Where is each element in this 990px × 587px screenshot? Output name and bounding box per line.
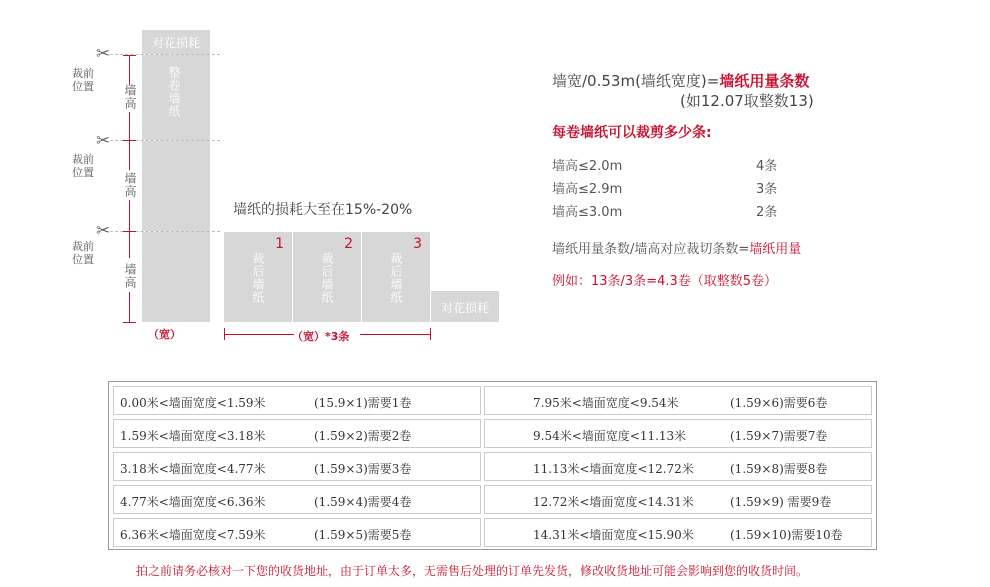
calc-text: (1.59×3)需要3卷 (314, 462, 412, 476)
cut-position-label: 裁前位置 (72, 240, 94, 266)
wall-height-label: 墙高 (123, 84, 137, 110)
strip-label: 裁后墙纸 (251, 252, 265, 304)
height-dimension-line (129, 292, 130, 322)
formula2-main: 墙纸用量条数/墙高对应裁切条数= (552, 242, 750, 257)
tick (430, 328, 431, 340)
table-row (113, 452, 481, 481)
height-dimension-line (129, 112, 130, 170)
width-dimension-line (360, 334, 430, 335)
strip-number: 2 (344, 236, 353, 252)
formula-line (552, 70, 809, 91)
formula-note: (如12.07取整数13) (680, 92, 814, 110)
strip-label: 裁后墙纸 (389, 252, 403, 304)
range-text: 14.31米<墙面宽度<15.90米 (533, 528, 694, 542)
calc-text: (1.59×10)需要10卷 (730, 528, 843, 542)
formula2-result: 墙纸用量 (749, 242, 802, 257)
wall-top-label: 对花损耗 (151, 36, 200, 50)
height-row-label: 墙高≤2.9m (552, 182, 623, 197)
calc-text: (1.59×6)需要6卷 (730, 396, 828, 410)
table-row (113, 518, 481, 547)
range-text: 12.72米<墙面宽度<14.31米 (533, 495, 694, 509)
range-text: 0.00米<墙面宽度<1.59米 (120, 396, 266, 410)
table-row (113, 386, 481, 415)
height-row-value: 2条 (756, 205, 778, 220)
table-row (113, 419, 481, 448)
table-row (484, 419, 872, 448)
scissors-icon: ✂ (96, 44, 111, 64)
height-row-label: 墙高≤2.0m (552, 159, 623, 174)
scissors-icon: ✂ (96, 131, 111, 151)
tick (224, 328, 225, 340)
width-x3-label: （宽）*3条 (292, 330, 350, 343)
tick (123, 55, 136, 56)
cut-position-label: 裁前位置 (72, 153, 94, 179)
roll-count-table (108, 381, 877, 550)
scissors-icon: ✂ (96, 221, 111, 241)
strip-label: 裁后墙纸 (320, 252, 334, 304)
height-dimension-line (129, 55, 130, 85)
height-row-value: 3条 (756, 182, 778, 197)
wall-height-label: 墙高 (123, 172, 137, 198)
example-text: 例如：13条/3条=4.3卷（取整数5卷） (552, 274, 778, 289)
cut-position-label: 裁前位置 (72, 67, 94, 93)
table-row (484, 386, 872, 415)
range-text: 11.13米<墙面宽度<12.72米 (533, 462, 694, 476)
formula2-line (552, 238, 801, 257)
cut-strip (224, 232, 292, 322)
calc-text: (1.59×4)需要4卷 (314, 495, 412, 509)
width-label: （宽） (148, 328, 181, 341)
calc-text: (1.59×5)需要5卷 (314, 528, 412, 542)
tick (123, 322, 136, 323)
waste-label: 对花损耗 (440, 301, 489, 315)
wall-segment-label: 整卷墙纸 (167, 66, 181, 118)
table-row (484, 452, 872, 481)
range-text: 9.54米<墙面宽度<11.13米 (533, 429, 687, 443)
calc-text: (15.9×1)需要1卷 (314, 396, 412, 410)
table-row (484, 485, 872, 514)
formula-result: 墙纸用量条数 (719, 72, 810, 90)
height-row-value: 4条 (756, 159, 778, 174)
range-text: 6.36米<墙面宽度<7.59米 (120, 528, 266, 542)
tick (123, 231, 136, 232)
formula-main: 墙宽/0.53m(墙纸宽度)= (552, 72, 720, 90)
wall-height-label: 墙高 (123, 263, 137, 289)
cut-strip (293, 232, 361, 322)
calc-text: (1.59×2)需要2卷 (314, 429, 412, 443)
height-row-label: 墙高≤3.0m (552, 205, 623, 220)
table-row (113, 485, 481, 514)
calc-text: (1.59×8)需要8卷 (730, 462, 828, 476)
tick (123, 140, 136, 141)
width-dimension-line (224, 334, 294, 335)
range-text: 1.59米<墙面宽度<3.18米 (120, 429, 266, 443)
strip-number: 3 (413, 236, 422, 252)
range-text: 4.77米<墙面宽度<6.36米 (120, 495, 266, 509)
range-text: 3.18米<墙面宽度<4.77米 (120, 462, 266, 476)
height-dimension-line (129, 200, 130, 258)
calc-text: (1.59×9) 需要9卷 (730, 495, 832, 509)
table-row (484, 518, 872, 547)
calc-text: (1.59×7)需要7卷 (730, 429, 828, 443)
cut-strip (362, 232, 430, 322)
section-heading: 每卷墙纸可以裁剪多少条: (552, 125, 712, 141)
strip-number: 1 (275, 236, 284, 252)
range-text: 7.95米<墙面宽度<9.54米 (533, 396, 679, 410)
footer-note: 拍之前请务必核对一下您的收货地址，由于订单太多，无需售后处理的订单先发货，修改收货地址可能会影响到您的收货时间。 (136, 564, 809, 578)
loss-text: 墙纸的损耗大至在15%-20% (233, 202, 413, 218)
